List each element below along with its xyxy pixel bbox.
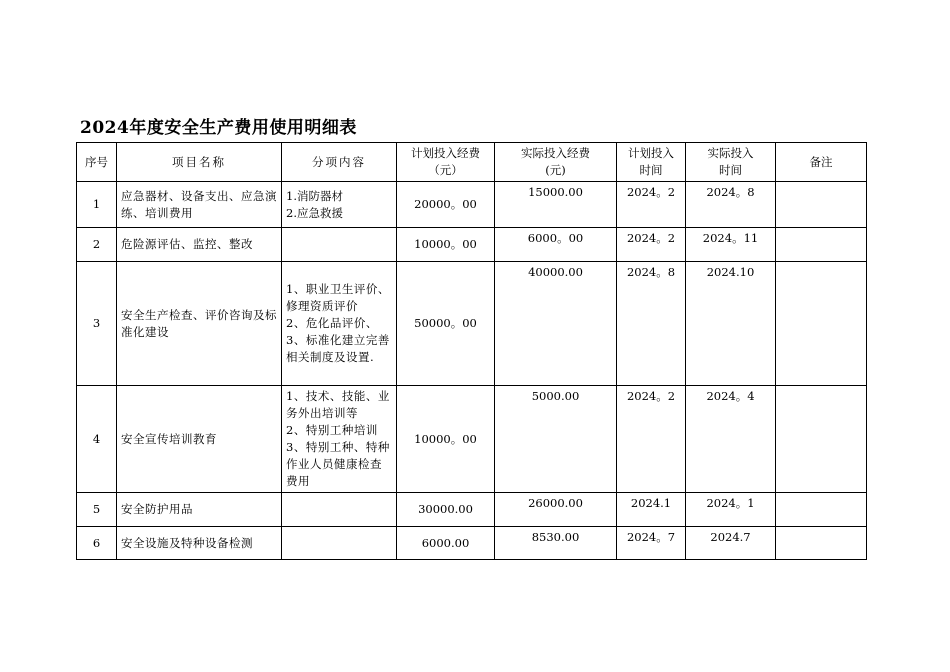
cell-seq: 1	[77, 182, 117, 228]
header-plan-fund: 计划投入经费 （元）	[397, 143, 495, 182]
header-actual-fund: 实际投入经费 (元)	[495, 143, 617, 182]
cell-actual-fund: 5000.00	[495, 386, 617, 493]
header-content: 分项内容	[282, 143, 397, 182]
cell-actual-fund: 15000.00	[495, 182, 617, 228]
header-actual-time: 实际投入 时间	[686, 143, 776, 182]
cell-plan-time: 2024.1	[617, 493, 686, 527]
cell-plan-time: 2024。2	[617, 182, 686, 228]
cell-actual-time: 2024.10	[686, 262, 776, 386]
document-title: 2024年度安全生产费用使用明细表	[80, 118, 357, 138]
cell-remark	[776, 527, 867, 560]
cell-remark	[776, 228, 867, 262]
cell-seq: 6	[77, 527, 117, 560]
cell-actual-time: 2024。4	[686, 386, 776, 493]
table-row	[77, 228, 867, 262]
header-row	[77, 143, 867, 182]
cell-remark	[776, 262, 867, 386]
cell-name: 应急器材、设备支出、应急演练、培训费用	[117, 182, 282, 228]
table-row	[77, 493, 867, 527]
cell-plan-time: 2024。8	[617, 262, 686, 386]
cell-plan-fund: 10000。00	[397, 386, 495, 493]
cell-plan-fund: 10000。00	[397, 228, 495, 262]
cell-plan-time: 2024。2	[617, 386, 686, 493]
cell-content: 1、技术、技能、业务外出培训等 2、特别工种培训 3、特别工种、特种作业人员健康检查费用	[282, 386, 397, 493]
cell-actual-fund: 40000.00	[495, 262, 617, 386]
cell-seq: 4	[77, 386, 117, 493]
cell-actual-fund: 6000。00	[495, 228, 617, 262]
cell-name: 安全生产检查、评价咨询及标准化建设	[117, 262, 282, 386]
table-row	[77, 182, 867, 228]
cell-plan-fund: 30000.00	[397, 493, 495, 527]
header-seq: 序号	[77, 143, 117, 182]
table-row	[77, 262, 867, 386]
cell-content: 1、职业卫生评价、修理资质评价 2、危化品评价、 3、标准化建立完善相关制度及设置.	[282, 262, 397, 386]
cell-name: 安全设施及特种设备检测	[117, 527, 282, 560]
cell-actual-fund: 26000.00	[495, 493, 617, 527]
cell-actual-time: 2024。1	[686, 493, 776, 527]
cell-content	[282, 493, 397, 527]
cell-plan-fund: 6000.00	[397, 527, 495, 560]
cell-name: 安全防护用品	[117, 493, 282, 527]
cell-remark	[776, 386, 867, 493]
cell-seq: 5	[77, 493, 117, 527]
cell-content	[282, 228, 397, 262]
header-name: 项目名称	[117, 143, 282, 182]
header-plan-time: 计划投入 时间	[617, 143, 686, 182]
cell-seq: 2	[77, 228, 117, 262]
cell-actual-time: 2024。11	[686, 228, 776, 262]
cell-remark	[776, 182, 867, 228]
cell-actual-fund: 8530.00	[495, 527, 617, 560]
cell-actual-time: 2024。8	[686, 182, 776, 228]
table-row	[77, 386, 867, 493]
cell-plan-time: 2024。2	[617, 228, 686, 262]
cell-seq: 3	[77, 262, 117, 386]
cell-content: 1.消防器材 2.应急救援	[282, 182, 397, 228]
cell-name: 危险源评估、监控、整改	[117, 228, 282, 262]
expense-table	[76, 142, 867, 560]
cell-remark	[776, 493, 867, 527]
cell-actual-time: 2024.7	[686, 527, 776, 560]
cell-name: 安全宣传培训教育	[117, 386, 282, 493]
cell-plan-fund: 20000。00	[397, 182, 495, 228]
cell-plan-fund: 50000。00	[397, 262, 495, 386]
cell-content	[282, 527, 397, 560]
table-row	[77, 527, 867, 560]
cell-plan-time: 2024。7	[617, 527, 686, 560]
header-remark: 备注	[776, 143, 867, 182]
